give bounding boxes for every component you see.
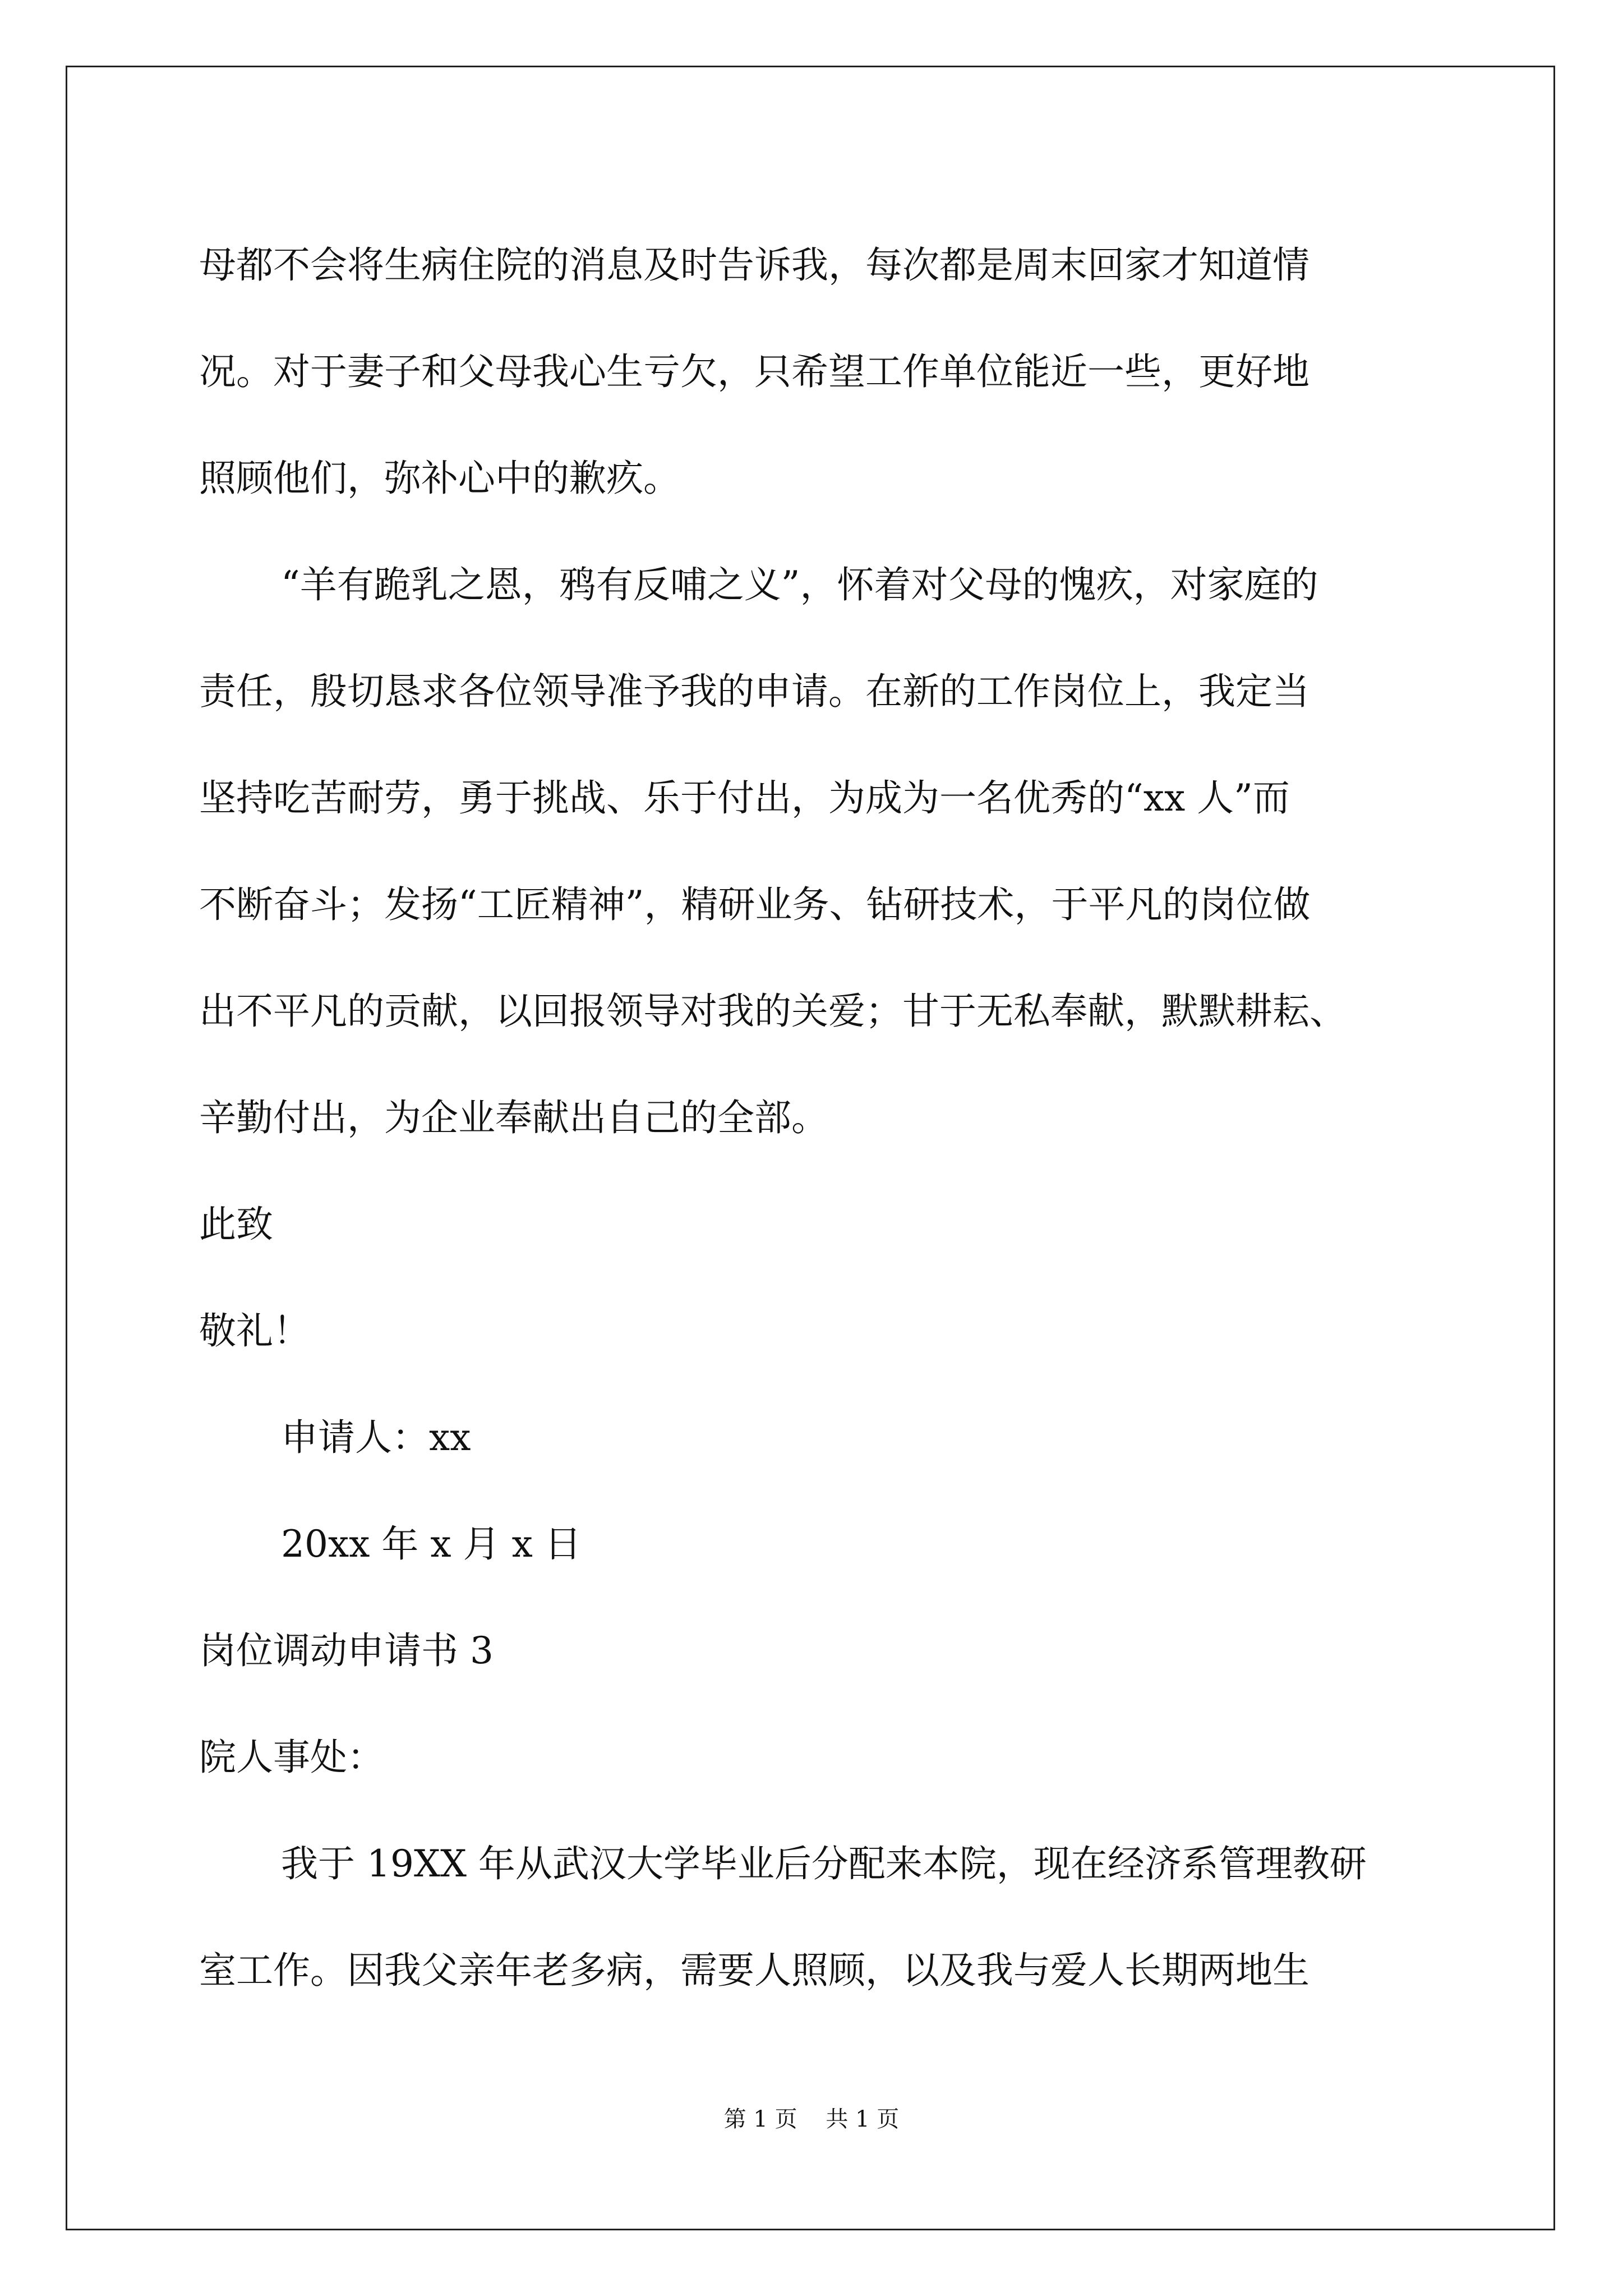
section-title: 岗位调动申请书 3 [199,1629,494,1672]
text-line: 辛勤付出，为企业奉献出自己的全部。 [199,1096,828,1139]
closing-regards: 敬礼！ [199,1309,310,1352]
paragraph-start-line: 我于 19XX 年从武汉大学毕业后分配来本院，现在经济系管理教研 [281,1842,1367,1885]
closing-salutation: 此致 [199,1203,273,1246]
text-line: 况。对于妻子和父母我心生亏欠，只希望工作单位能近一些，更好地 [199,350,1310,393]
paragraph-start-line: “羊有跪乳之恩，鸦有反哺之义”，怀着对父母的愧疚，对家庭的 [281,563,1318,606]
text-line: 坚持吃苦耐劳，勇于挑战、乐于付出，为成为一名优秀的“xx 人”而 [199,776,1290,820]
text-line: 母都不会将生病住院的消息及时告诉我，每次都是周末回家才知道情 [199,243,1310,287]
document-body [199,212,1450,2024]
text-line: 照顾他们，弥补心中的歉疚。 [199,457,680,500]
signature-date: 20xx 年 x 月 x 日 [281,1522,582,1566]
applicant-signature: 申请人：xx [281,1416,471,1459]
text-line: 责任，殷切恳求各位领导准予我的申请。在新的工作岗位上，我定当 [199,670,1310,713]
page-number-footer: 第 1 页 共 1 页 [723,2106,900,2132]
text-line: 室工作。因我父亲年老多病，需要人照顾，以及我与爱人长期两地生 [199,1949,1310,1992]
recipient-line: 院人事处： [199,1736,384,1779]
text-line: 出不平凡的贡献，以回报领导对我的关爱；甘于无私奉献，默默耕耘、 [199,990,1347,1033]
text-line: 不断奋斗；发扬“工匠精神”，精研业务、钻研技术，于平凡的岗位做 [199,883,1311,926]
